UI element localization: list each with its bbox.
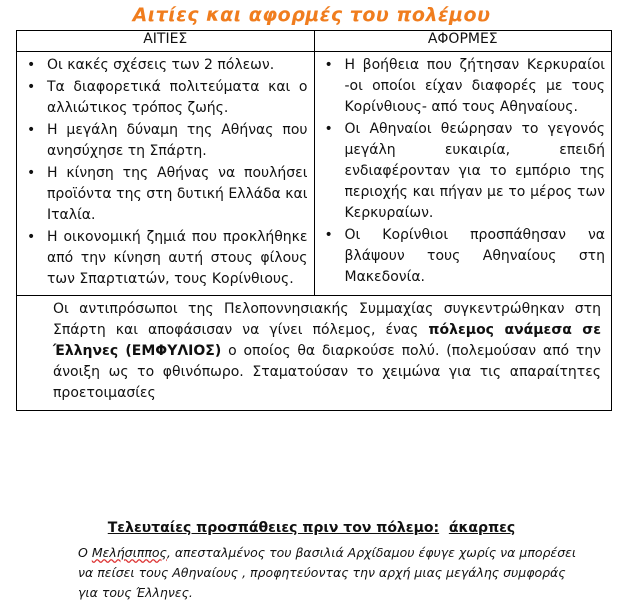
last-efforts-heading-suffix: άκαρπες (448, 520, 516, 536)
war-decision-text-2: ο οποίος θα διαρκούσε πολύ. (πολεμούσαν από την άνοιξη ως το φθινόπωρο. Σταματούσαν το χειμώνα για τις απαραίτητες προετοιμασίες (53, 343, 602, 401)
last-efforts-paragraph (78, 543, 578, 603)
causes-pretexts-table (16, 30, 612, 411)
civil-war-bold-text: πόλεμος ανάμεσα σε Έλληνες (ΕΜΦΥΛΙΟΣ) (53, 322, 601, 359)
pretexts-list (321, 55, 606, 288)
list-item: • Οι Αθηναίοι θεώρησαν το γεγονός μεγάλη ευκαιρία, επειδή ενδιαφέρονταν για το εμπόριο της περιοχής και πήγαν με το μέρος των Κερκυραίων. (345, 119, 606, 224)
war-decision-paragraph (17, 296, 612, 411)
causes-list (23, 55, 308, 290)
list-item: • Οι κακές σχέσεις των 2 πόλεων. (47, 55, 308, 76)
war-decision-text-1: Οι αντιπρόσωποι της Πελοποννησιακής Συμμαχίας συγκεντρώθηκαν στη Σπάρτη και αποφάσισαν να γίνει πόλεμος, ένας (53, 301, 601, 338)
paragraph-text: , απεσταλμένος του βασιλιά Αρχίδαμου έφυγε χωρίς να μπορέσει να πείσει τους Αθηναίους , προφητεύοντας την αρχή μιας μεγάλης συμφοράς για τους Έλληνες. (78, 545, 577, 600)
paragraph-prefix: Ο (78, 545, 92, 560)
list-item: • Οι Κορίνθιοι προσπάθησαν να βλάψουν τους Αθηναίους στη Μακεδονία. (345, 225, 606, 288)
list-item: • Τα διαφορετικά πολιτεύματα και ο αλλιώτικος τρόπος ζωής. (47, 77, 308, 119)
causes-header: ΑΙΤΙΕΣ (17, 31, 315, 52)
list-item: • Η μεγάλη δύναμη της Αθήνας που ανησύχησε τη Σπάρτη. (47, 120, 308, 162)
last-efforts-heading-text: Τελευταίες προσπάθειες πριν τον πόλεμο: (107, 520, 440, 536)
causes-cell (17, 52, 315, 296)
pretexts-header: ΑΦΟΡΜΕΣ (314, 31, 612, 52)
list-item: • Η κίνηση της Αθήνας να πουλήσει προϊόντα της στη δυτική Ελλάδα και Ιταλία. (47, 163, 308, 226)
envoy-name: Μελήσιππος (91, 545, 167, 560)
page-title: Αιτίες και αφορμές του πολέμου (132, 4, 491, 26)
list-item: • Η βοήθεια που ζήτησαν Κερκυραίοι -οι οποίοι είχαν διαφορές με τους Κορίνθιους- από τους Αθηναίους. (345, 55, 606, 118)
pretexts-cell (314, 52, 612, 296)
last-efforts-heading (0, 520, 623, 536)
list-item: • Η οικονομική ζημιά που προκλήθηκε από την κίνηση αυτή στους φίλους των Σπαρτιατών, τους Κορίνθιους. (47, 227, 308, 290)
